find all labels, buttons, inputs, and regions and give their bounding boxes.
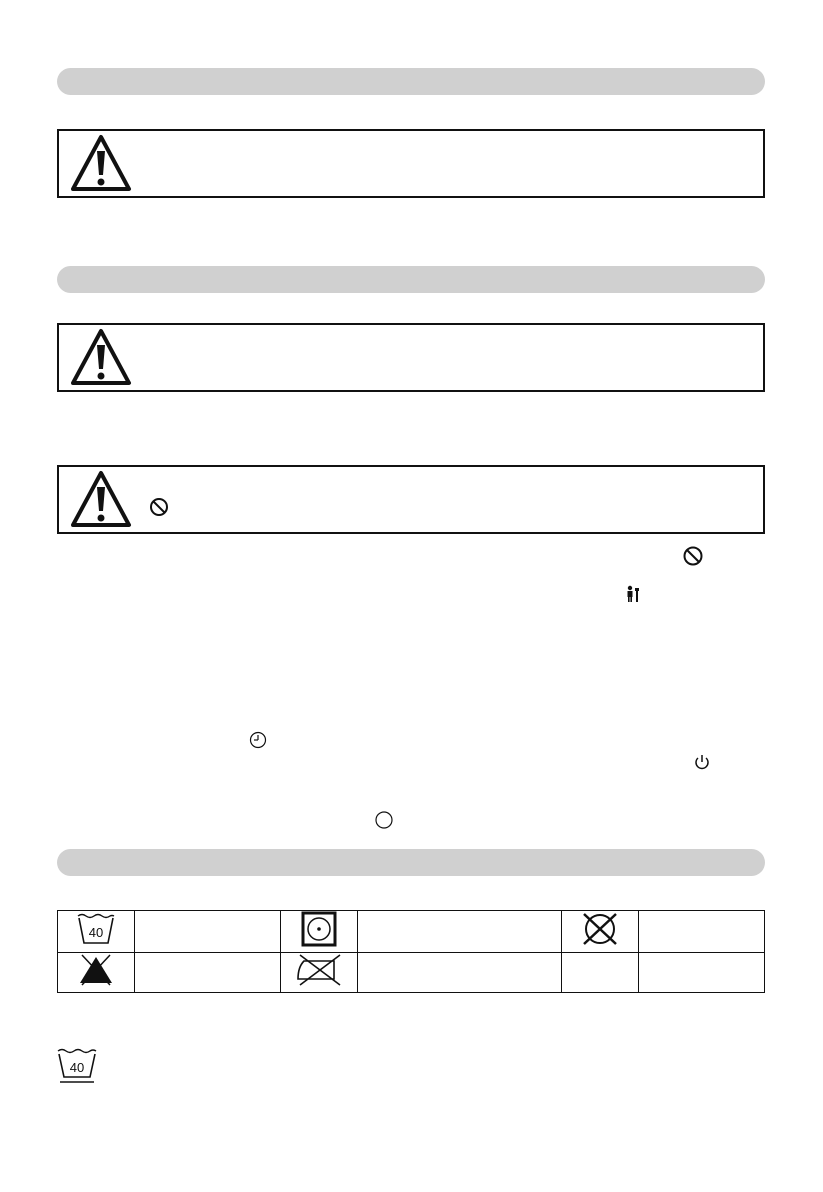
table-cell bbox=[358, 911, 562, 953]
power-icon bbox=[693, 753, 711, 771]
table-cell bbox=[280, 911, 357, 953]
warning-triangle-icon bbox=[69, 327, 133, 387]
table-cell bbox=[58, 953, 135, 993]
table-cell bbox=[639, 911, 765, 953]
service-technician-icon bbox=[626, 585, 642, 603]
table-cell bbox=[280, 953, 357, 993]
do-not-iron-icon bbox=[294, 953, 344, 987]
timer-icon bbox=[249, 731, 267, 749]
table-row bbox=[58, 953, 765, 993]
table-cell bbox=[135, 953, 281, 993]
table-cell bbox=[639, 953, 765, 993]
table-row bbox=[58, 911, 765, 953]
table-cell bbox=[358, 953, 562, 993]
section-bar-2 bbox=[57, 266, 765, 293]
table-cell bbox=[58, 911, 135, 953]
wash-temp-label: 40 bbox=[88, 925, 104, 940]
do-not-bleach-icon bbox=[76, 953, 116, 987]
prohibition-icon bbox=[682, 545, 704, 567]
table-cell bbox=[562, 911, 639, 953]
warning-triangle-icon bbox=[69, 133, 133, 193]
warning-box-2 bbox=[57, 323, 765, 392]
wash-40-icon bbox=[76, 912, 116, 946]
wash-40-icon bbox=[56, 1047, 98, 1085]
care-symbols-table bbox=[57, 910, 765, 993]
wash-temp-label: 40 bbox=[69, 1060, 85, 1075]
prohibition-icon bbox=[149, 497, 169, 517]
table-cell bbox=[562, 953, 639, 993]
section-bar-3 bbox=[57, 849, 765, 876]
section-bar-1 bbox=[57, 68, 765, 95]
warning-triangle-icon bbox=[69, 469, 133, 529]
warning-box-1 bbox=[57, 129, 765, 198]
tumble-dry-icon bbox=[301, 911, 337, 947]
do-not-dry-clean-icon bbox=[580, 911, 620, 947]
table-cell bbox=[135, 911, 281, 953]
warning-box-3 bbox=[57, 465, 765, 534]
circle-icon bbox=[374, 810, 394, 830]
